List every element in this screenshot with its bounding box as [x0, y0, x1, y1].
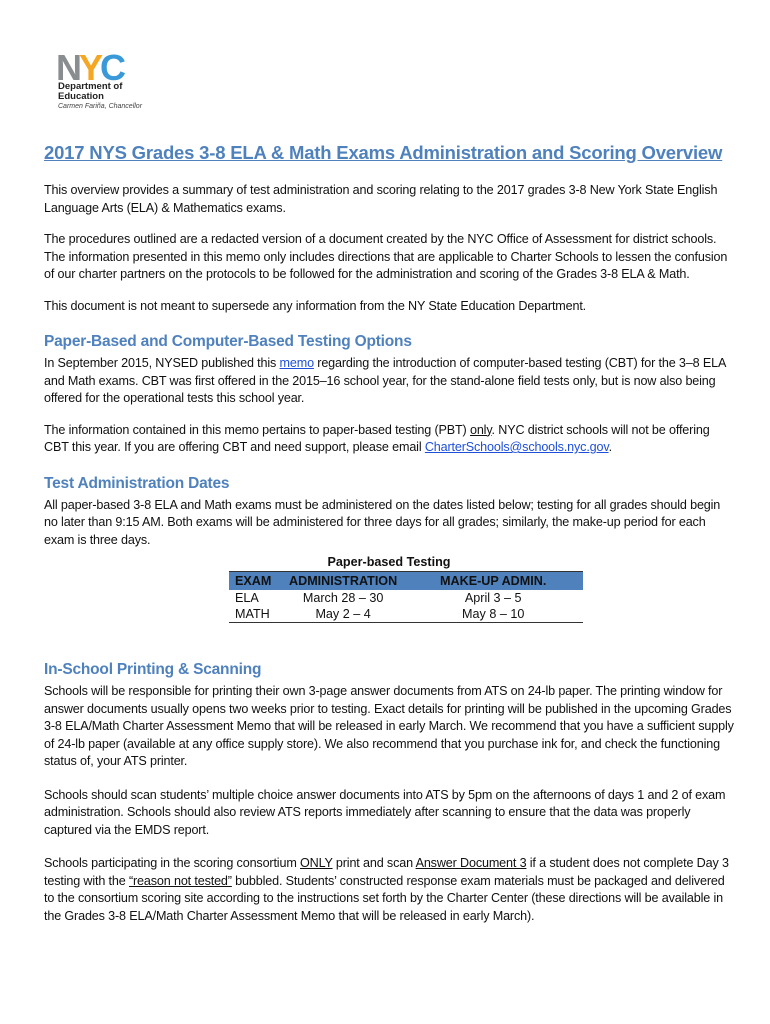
- cbt-p2-text-c: .: [608, 440, 612, 454]
- cbt-p1-text-a: In September 2015, NYSED published this: [44, 356, 280, 370]
- testing-dates-table: [229, 571, 583, 623]
- printing-p3-text-c: if a student does not complete Day 3 testing with the: [44, 856, 729, 888]
- department-name: [58, 82, 122, 102]
- printing-p3-text-d: bubbled. Students’ constructed response exam materials must be packaged and delivered to the consortium scoring site according to the instructions set forth by the Charter Center (these directions will be available in the Grades 3-8 ELA/Math Charter Assessment Memo that will be released in early March).: [44, 873, 725, 923]
- cbt-p2-text-b: . NYC district schools will not be offering CBT this year. If you are offering CBT and need support, please email: [44, 422, 710, 454]
- nyc-doe-logo: [56, 50, 206, 114]
- section-heading-printing: In-School Printing & Scanning: [44, 661, 262, 678]
- header-makeup: MAKE-UP ADMIN.: [403, 572, 583, 591]
- chancellor-name: Carmen Fariña, Chancellor: [58, 103, 143, 110]
- intro-paragraph-1: This overview provides a summary of test administration and scoring relating to the 2017 grades 3-8 New York State English Language Arts (ELA) & Mathematics exams.: [44, 183, 718, 215]
- header-administration: ADMINISTRATION: [283, 572, 403, 591]
- dates-paragraph: All paper-based 3-8 ELA and Math exams must be administered on the dates listed below; testing for all grades should begin no later than 9:15 AM. Both exams will be administered for three days for all grades; similarly, the make-up period for each exam is three days.: [44, 497, 721, 547]
- cell-exam: ELA: [235, 591, 259, 605]
- cbt-p1-text-b: regarding the introduction of computer-based testing (CBT) for the 3–8 ELA and Math exams. CBT was first offered in the 2015–16 school year, for the stand-alone field tests only, but is now also being offered for the operational tests this school year.: [44, 356, 726, 405]
- cell-makeup: May 8 – 10: [403, 606, 583, 623]
- memo-link[interactable]: memo: [279, 356, 314, 370]
- printing-p3-text-a: Schools participating in the scoring consortium: [44, 856, 301, 870]
- cbt-p2-text-a: The information contained in this memo pertains to paper-based testing (PBT): [44, 422, 470, 437]
- reason-not-tested: “reason not tested”: [128, 873, 232, 888]
- svg-text:NYC: NYC: [56, 50, 126, 84]
- document-title: 2017 NYS Grades 3-8 ELA & Math Exams Administration and Scoring Overview: [44, 142, 723, 163]
- printing-p3-text-b: print and scan: [332, 856, 416, 870]
- section-heading-dates: Test Administration Dates: [44, 474, 230, 492]
- intro-paragraph-3: This document is not meant to supersede any information from the NY State Education Department.: [44, 298, 587, 313]
- document-body: [44, 142, 734, 925]
- printing-paragraph-3: [44, 855, 734, 925]
- cell-administration: March 28 – 30: [302, 591, 384, 605]
- charter-schools-email-link[interactable]: CharterSchools@schools.nyc.gov: [424, 440, 609, 454]
- header-exam: EXAM: [229, 572, 283, 591]
- only-emphasis: only: [469, 422, 492, 437]
- dept-line-1: Department of: [58, 81, 123, 92]
- cell-exam: MATH: [229, 606, 283, 623]
- cbt-paragraph-2: [44, 422, 734, 457]
- table-title: Paper-based Testing: [327, 555, 451, 569]
- dept-line-2: Education: [58, 91, 104, 102]
- intro-paragraph-2: The procedures outlined are a redacted version of a document created by the NYC Office of Assessment for district schools. The information presented in this memo only includes directions that are applicable to Charter Schools to lessen the confusion of our charter partners on the protocols to be followed for the administration and scoring of the Grades 3-8 ELA & Math.: [44, 232, 728, 281]
- nyc-logo-mark: [56, 50, 148, 84]
- table-row: [229, 590, 583, 606]
- printing-paragraph-1: Schools will be responsible for printing their own 3-page answer documents from ATS on 24-lb paper. The printing window for answer documents usually opens two weeks prior to testing. Exact details for printing will be published in the upcoming Grades 3-8 ELA/Math Charter Assessment Memo that will be released in early March. We recommend that you have a sufficient supply of 24-lb paper (available at any office supply store). We also recommend that you purchase ink for, and check the functioning status of, your ATS printer.: [44, 684, 734, 768]
- table-header-row: [229, 572, 583, 591]
- section-heading-testing-options: Paper-Based and Computer-Based Testing Options: [44, 333, 412, 350]
- answer-document-3: Answer Document 3: [415, 856, 527, 870]
- printing-paragraph-2: Schools should scan students’ multiple choice answer documents into ATS by 5pm on the afternoons of days 1 and 2 of exam administration. Schools should also review ATS reports immediately after scanning to ensure that the data was properly captured via the EMDS report.: [44, 787, 726, 837]
- cell-administration: May 2 – 4: [283, 606, 403, 623]
- logo-letter-n: N: [56, 50, 79, 84]
- cell-makeup: April 3 – 5: [464, 591, 522, 605]
- cbt-paragraph-1: [44, 355, 734, 408]
- table-row: [229, 606, 583, 623]
- only-caps-emphasis: ONLY: [300, 856, 333, 870]
